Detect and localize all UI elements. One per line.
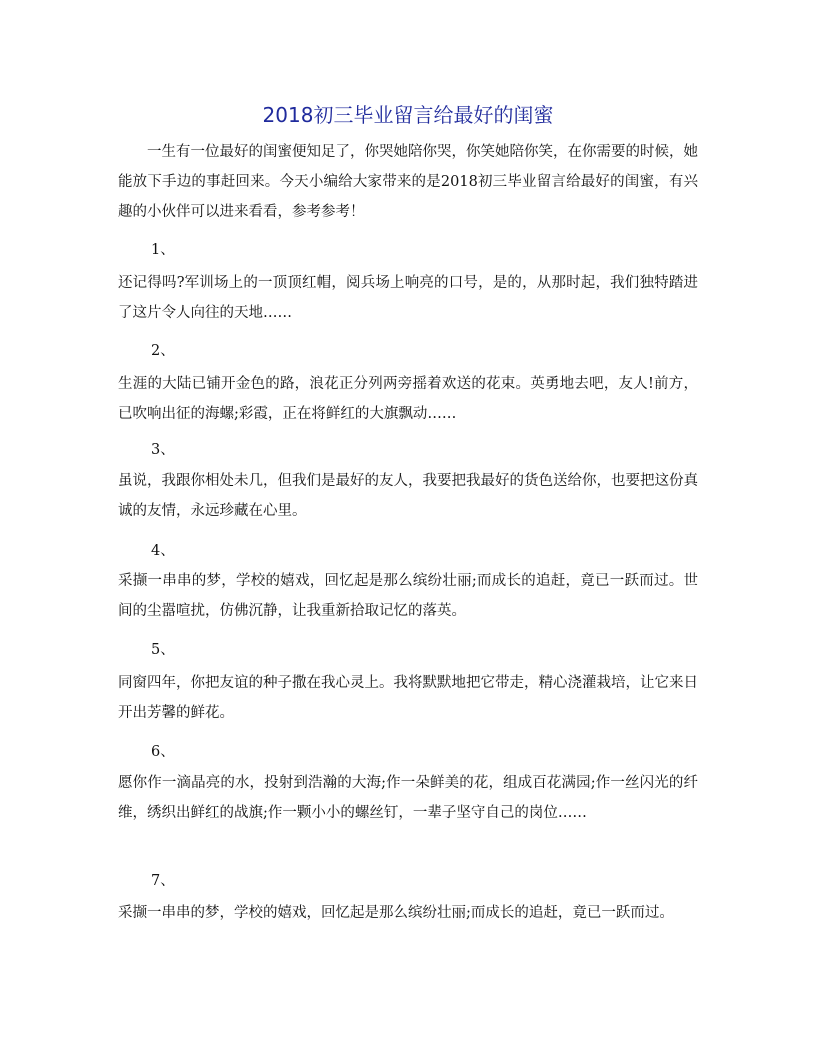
item-number-5: 5、 [151,642,175,658]
item-text-2: 生涯的大陆已铺开金色的路，浪花正分列两旁摇着欢送的花束。英勇地去吧，友人!前方，已吹响出征的海螺;彩霞，正在将鲜红的大旗飘动…… [118,376,698,422]
item-text-7: 采撷一串串的梦，学校的嬉戏，回忆起是那么缤纷壮丽;而成长的追赶，竟已一跃而过。 [118,905,674,921]
item-number-6: 6、 [151,744,175,760]
intro-paragraph: 一生有一位最好的闺蜜便知足了，你哭她陪你哭，你笑她陪你笑，在你需要的时候，她能放下手边的事赶回来。今天小编给大家带来的是2018初三毕业留言给最好的闺蜜，有兴趣的小伙伴可以进来看看，参考参考！ [118,144,698,220]
document-title: 2018初三毕业留言给最好的闺蜜 [262,103,554,127]
item-number-2: 2、 [151,343,175,359]
item-text-1: 还记得吗?军训场上的一顶顶红帽，阅兵场上响亮的口号，是的，从那时起，我们独特踏进了这片令人向往的天地…… [118,275,698,321]
item-number-3: 3、 [151,442,175,458]
item-text-4: 采撷一串串的梦，学校的嬉戏，回忆起是那么缤纷壮丽;而成长的追赶，竟已一跃而过。世间的尘嚣喧扰，仿佛沉静，让我重新拾取记忆的落英。 [118,573,698,619]
item-number-4: 4、 [151,543,175,559]
item-number-7: 7、 [151,873,175,889]
item-number-1: 1、 [151,242,175,258]
item-text-6: 愿你作一滴晶亮的水，投射到浩瀚的大海;作一朵鲜美的花，组成百花满园;作一丝闪光的纤维，绣织出鲜红的战旗;作一颗小小的螺丝钉，一辈子坚守自己的岗位…… [118,775,698,821]
item-text-3: 虽说，我跟你相处未几，但我们是最好的友人，我要把我最好的货色送给你，也要把这份真诚的友情，永远珍藏在心里。 [118,473,698,519]
item-text-5: 同窗四年，你把友谊的种子撒在我心灵上。我将默默地把它带走，精心浇灌栽培，让它来日开出芳馨的鲜花。 [118,675,698,721]
